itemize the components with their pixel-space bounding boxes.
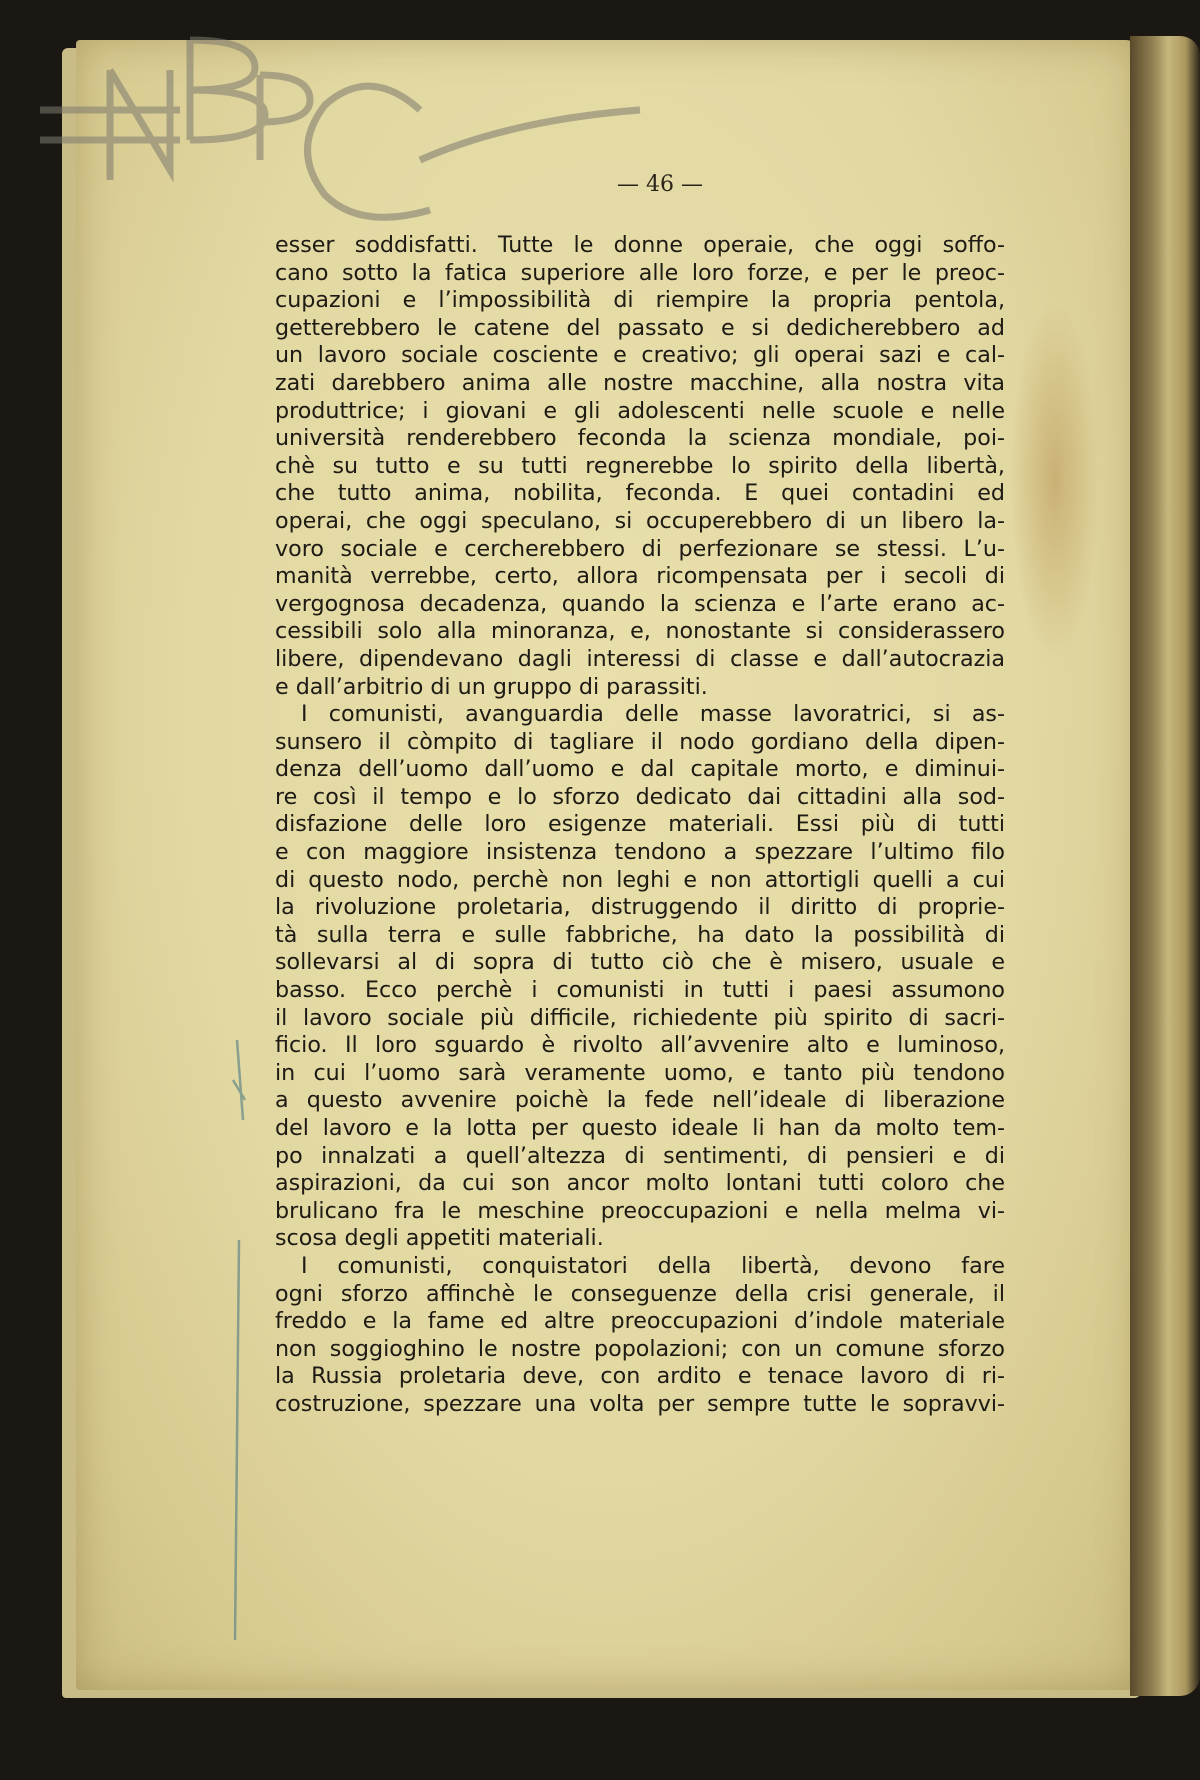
text-line: I comunisti, conquistatori della libertà, devono fare: [301, 1252, 1005, 1279]
text-line: basso. Ecco perchè i comunisti in tutti i paesi assumono: [275, 977, 1005, 1004]
library-watermark-logo: [40, 10, 760, 270]
text-line: getterebbero le catene del passato e si dedicherebbero ad: [275, 314, 1005, 341]
text-line: e dall’arbitrio di un gruppo di parassiti.: [275, 673, 708, 700]
text-line: cessibili solo alla minoranza, e, nonostante si considerassero: [275, 618, 1005, 645]
text-line: non soggioghino le nostre popolazioni; con un comune sforzo: [275, 1335, 1005, 1362]
text-line: aspirazioni, da cui son ancor molto lontani tutti coloro che: [275, 1170, 1005, 1197]
text-line: e con maggiore insistenza tendono a spezzare l’ultimo filo: [275, 839, 1005, 866]
text-line: libere, dipendevano dagli interessi di classe e dall’autocrazia: [275, 645, 1005, 672]
text-line: di questo nodo, perchè non leghi e non attortigli quelli a cui: [275, 866, 1005, 893]
text-line: il lavoro sociale più difficile, richiedente più spirito di sacri-: [275, 1004, 1005, 1031]
text-line: produttrice; i giovani e gli adolescenti nelle scuole e nelle: [275, 397, 1005, 424]
text-line: freddo e la fame ed altre preoccupazioni d’indole materiale: [275, 1308, 1005, 1335]
text-line: cupazioni e l’impossibilità di riempire la propria pentola,: [275, 287, 1005, 314]
text-line: brulicano fra le meschine preoccupazioni e nella melma vi-: [275, 1197, 1005, 1224]
text-line: disfazione delle loro esigenze materiali. Essi più di tutti: [275, 811, 1005, 838]
text-line: re così il tempo e lo sforzo dedicato dai cittadini alla sod-: [275, 783, 1005, 810]
text-line: ogni sforzo affinchè le conseguenze della crisi generale, il: [275, 1280, 1005, 1307]
text-line: la rivoluzione proletaria, distruggendo il diritto di proprie-: [275, 894, 1005, 921]
text-line: la Russia proletaria deve, con ardito e tenace lavoro di ri-: [275, 1363, 1005, 1390]
text-line: chè su tutto e su tutti regnerebbe lo spirito della libertà,: [275, 452, 1005, 479]
text-line: sunsero il còmpito di tagliare il nodo gordiano della dipen-: [275, 728, 1005, 755]
text-line: esser soddisfatti. Tutte le donne operaie, che oggi soffo-: [275, 232, 1005, 258]
body-text: [275, 232, 1005, 1419]
book-spine: [1130, 36, 1200, 1696]
text-line: scosa degli appetiti materiali.: [275, 1225, 604, 1252]
text-line: università renderebbero feconda la scienza mondiale, poi-: [275, 425, 1005, 452]
text-line: costruzione, spezzare una volta per sempre tutte le sopravvi-: [275, 1390, 1005, 1417]
text-line: manità verrebbe, certo, allora ricompensata per i secoli di: [275, 563, 1005, 590]
text-line: tà sulla terra e sulle fabbriche, ha dato la possibilità di: [275, 921, 1005, 948]
text-line: in cui l’uomo sarà veramente uomo, e tanto più tendono: [275, 1059, 1005, 1086]
paper-stain: [1010, 300, 1100, 660]
text-line: che tutto anima, nobilita, feconda. E quei contadini ed: [275, 480, 1005, 507]
text-line: cano sotto la fatica superiore alle loro forze, e per le preoc-: [275, 259, 1005, 286]
text-line: denza dell’uomo dall’uomo e dal capitale morto, e diminui-: [275, 756, 1005, 783]
text-line: vergognosa decadenza, quando la scienza e l’arte erano ac-: [275, 590, 1005, 617]
text-line: a questo avvenire poichè la fede nell’ideale di liberazione: [275, 1087, 1005, 1114]
text-line: del lavoro e la lotta per questo ideale li han da molto tem-: [275, 1115, 1005, 1141]
text-line: sollevarsi al di sopra di tutto ciò che è misero, usuale e: [275, 949, 1005, 976]
text-line: operai, che oggi speculano, si occuperebbero di un libero la-: [275, 507, 1005, 534]
text-line: voro sociale e cercherebbero di perfezionare se stessi. L’u-: [275, 535, 1005, 562]
text-line: po innalzati a quell’altezza di sentimenti, di pensieri e di: [275, 1142, 1005, 1169]
text-line: I comunisti, avanguardia delle masse lavoratrici, si as-: [301, 701, 1005, 728]
text-line: zati darebbero anima alle nostre macchine, alla nostra vita: [275, 369, 1005, 396]
pen-mark: [225, 1040, 255, 1780]
page-number: — 46 —: [617, 172, 703, 197]
text-line: un lavoro sociale cosciente e creativo; gli operai sazi e cal-: [275, 342, 1005, 369]
text-line: ficio. Il loro sguardo è rivolto all’avvenire alto e luminoso,: [275, 1032, 1005, 1059]
